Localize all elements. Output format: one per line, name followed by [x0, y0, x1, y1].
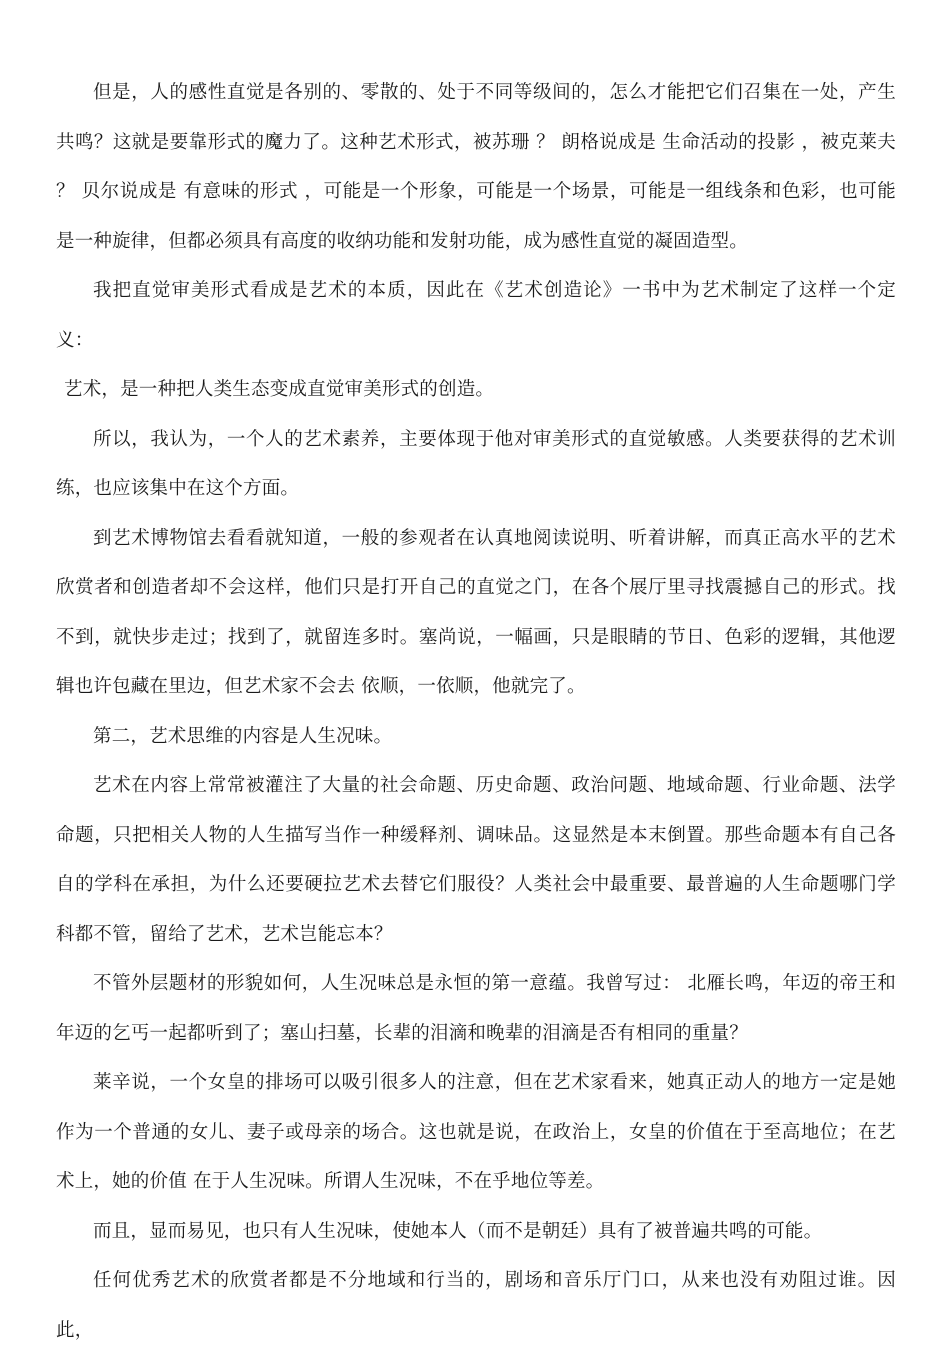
paragraph-second-point: 第二，艺术思维的内容是人生况味。 — [93, 725, 393, 747]
paragraph-social-themes: 艺术在内容上常常被灌注了大量的社会命题、历史命题、政治问题、地域命题、行业命题、法学命题，只把相关人物的人生描写当作一种缓释剂、调味品。这显然是本末倒置。那些命题本有自己各自的学科在承担，为什么还要硬拉艺术去替它们服役？人类社会中最重要、最普遍的人生命题哪门学科都不管，留给了艺术，艺术岂能忘本？ — [56, 775, 896, 945]
paragraph-audience: 任何优秀艺术的欣赏者都是不分地域和行当的，剧场和音乐厅门口，从来也没有劝阻过谁。因此， — [56, 1270, 896, 1341]
paragraph-aesthetic-form: 我把直觉审美形式看成是艺术的本质，因此在《艺术创造论》一书中为艺术制定了这样一个定义： — [56, 280, 896, 351]
paragraph-resonance: 而且，显而易见，也只有人生况味，使她本人（而不是朝廷）具有了被普遍共鸣的可能。 — [93, 1220, 823, 1242]
paragraph-lessing: 莱辛说，一个女皇的排场可以吸引很多人的注意，但在艺术家看来，她真正动人的地方一定是她作为一个普通的女儿、妻子或母亲的场合。这也就是说，在政治上，女皇的价值在于至高地位；在艺术上，她的价值 在于人生况味。所谓人生况味，不在乎地位等差。 — [56, 1072, 896, 1192]
paragraph-art-literacy: 所以，我认为，一个人的艺术素养，主要体现于他对审美形式的直觉敏感。人类要获得的艺术训练，也应该集中在这个方面。 — [56, 428, 896, 499]
document-page — [56, 68, 896, 1355]
paragraph-art-definition: 艺术，是一种把人类生态变成直觉审美形式的创造。 — [64, 379, 495, 400]
paragraph-form-magic: 但是，人的感性直觉是各别的、零散的、处于不同等级间的，怎么才能把它们召集在一处，产生共鸣？这就是要靠形式的魔力了。这种艺术形式，被苏珊 ？ 朗格说成是 生命活动的投影 ，被克莱夫 ？ 贝尔说成是 有意味的形式 ，可能是一个形象，可能是一个场景，可能是一组线条和色彩，也可能是一种旋律，但都必须具有高度的收纳功能和发射功能，成为感性直觉的凝固造型。 — [56, 82, 896, 252]
paragraph-museum: 到艺术博物馆去看看就知道，一般的参观者在认真地阅读说明、听着讲解，而真正高水平的艺术欣赏者和创造者却不会这样，他们只是打开自己的直觉之门，在各个展厅里寻找震撼自己的形式。找不到，就快步走过；找到了，就留连多时。塞尚说，一幅画，只是眼睛的节日、色彩的逻辑，其他逻辑也许包藏在里边，但艺术家不会去 依顺，一依顺，他就完了。 — [56, 527, 896, 697]
paragraph-life-flavor: 不管外层题材的形貌如何，人生况味总是永恒的第一意蕴。我曾写过： 北雁长鸣，年迈的帝王和年迈的乞丐一起都听到了；塞山扫墓，长辈的泪滴和晚辈的泪滴是否有相同的重量？ — [56, 973, 896, 1044]
